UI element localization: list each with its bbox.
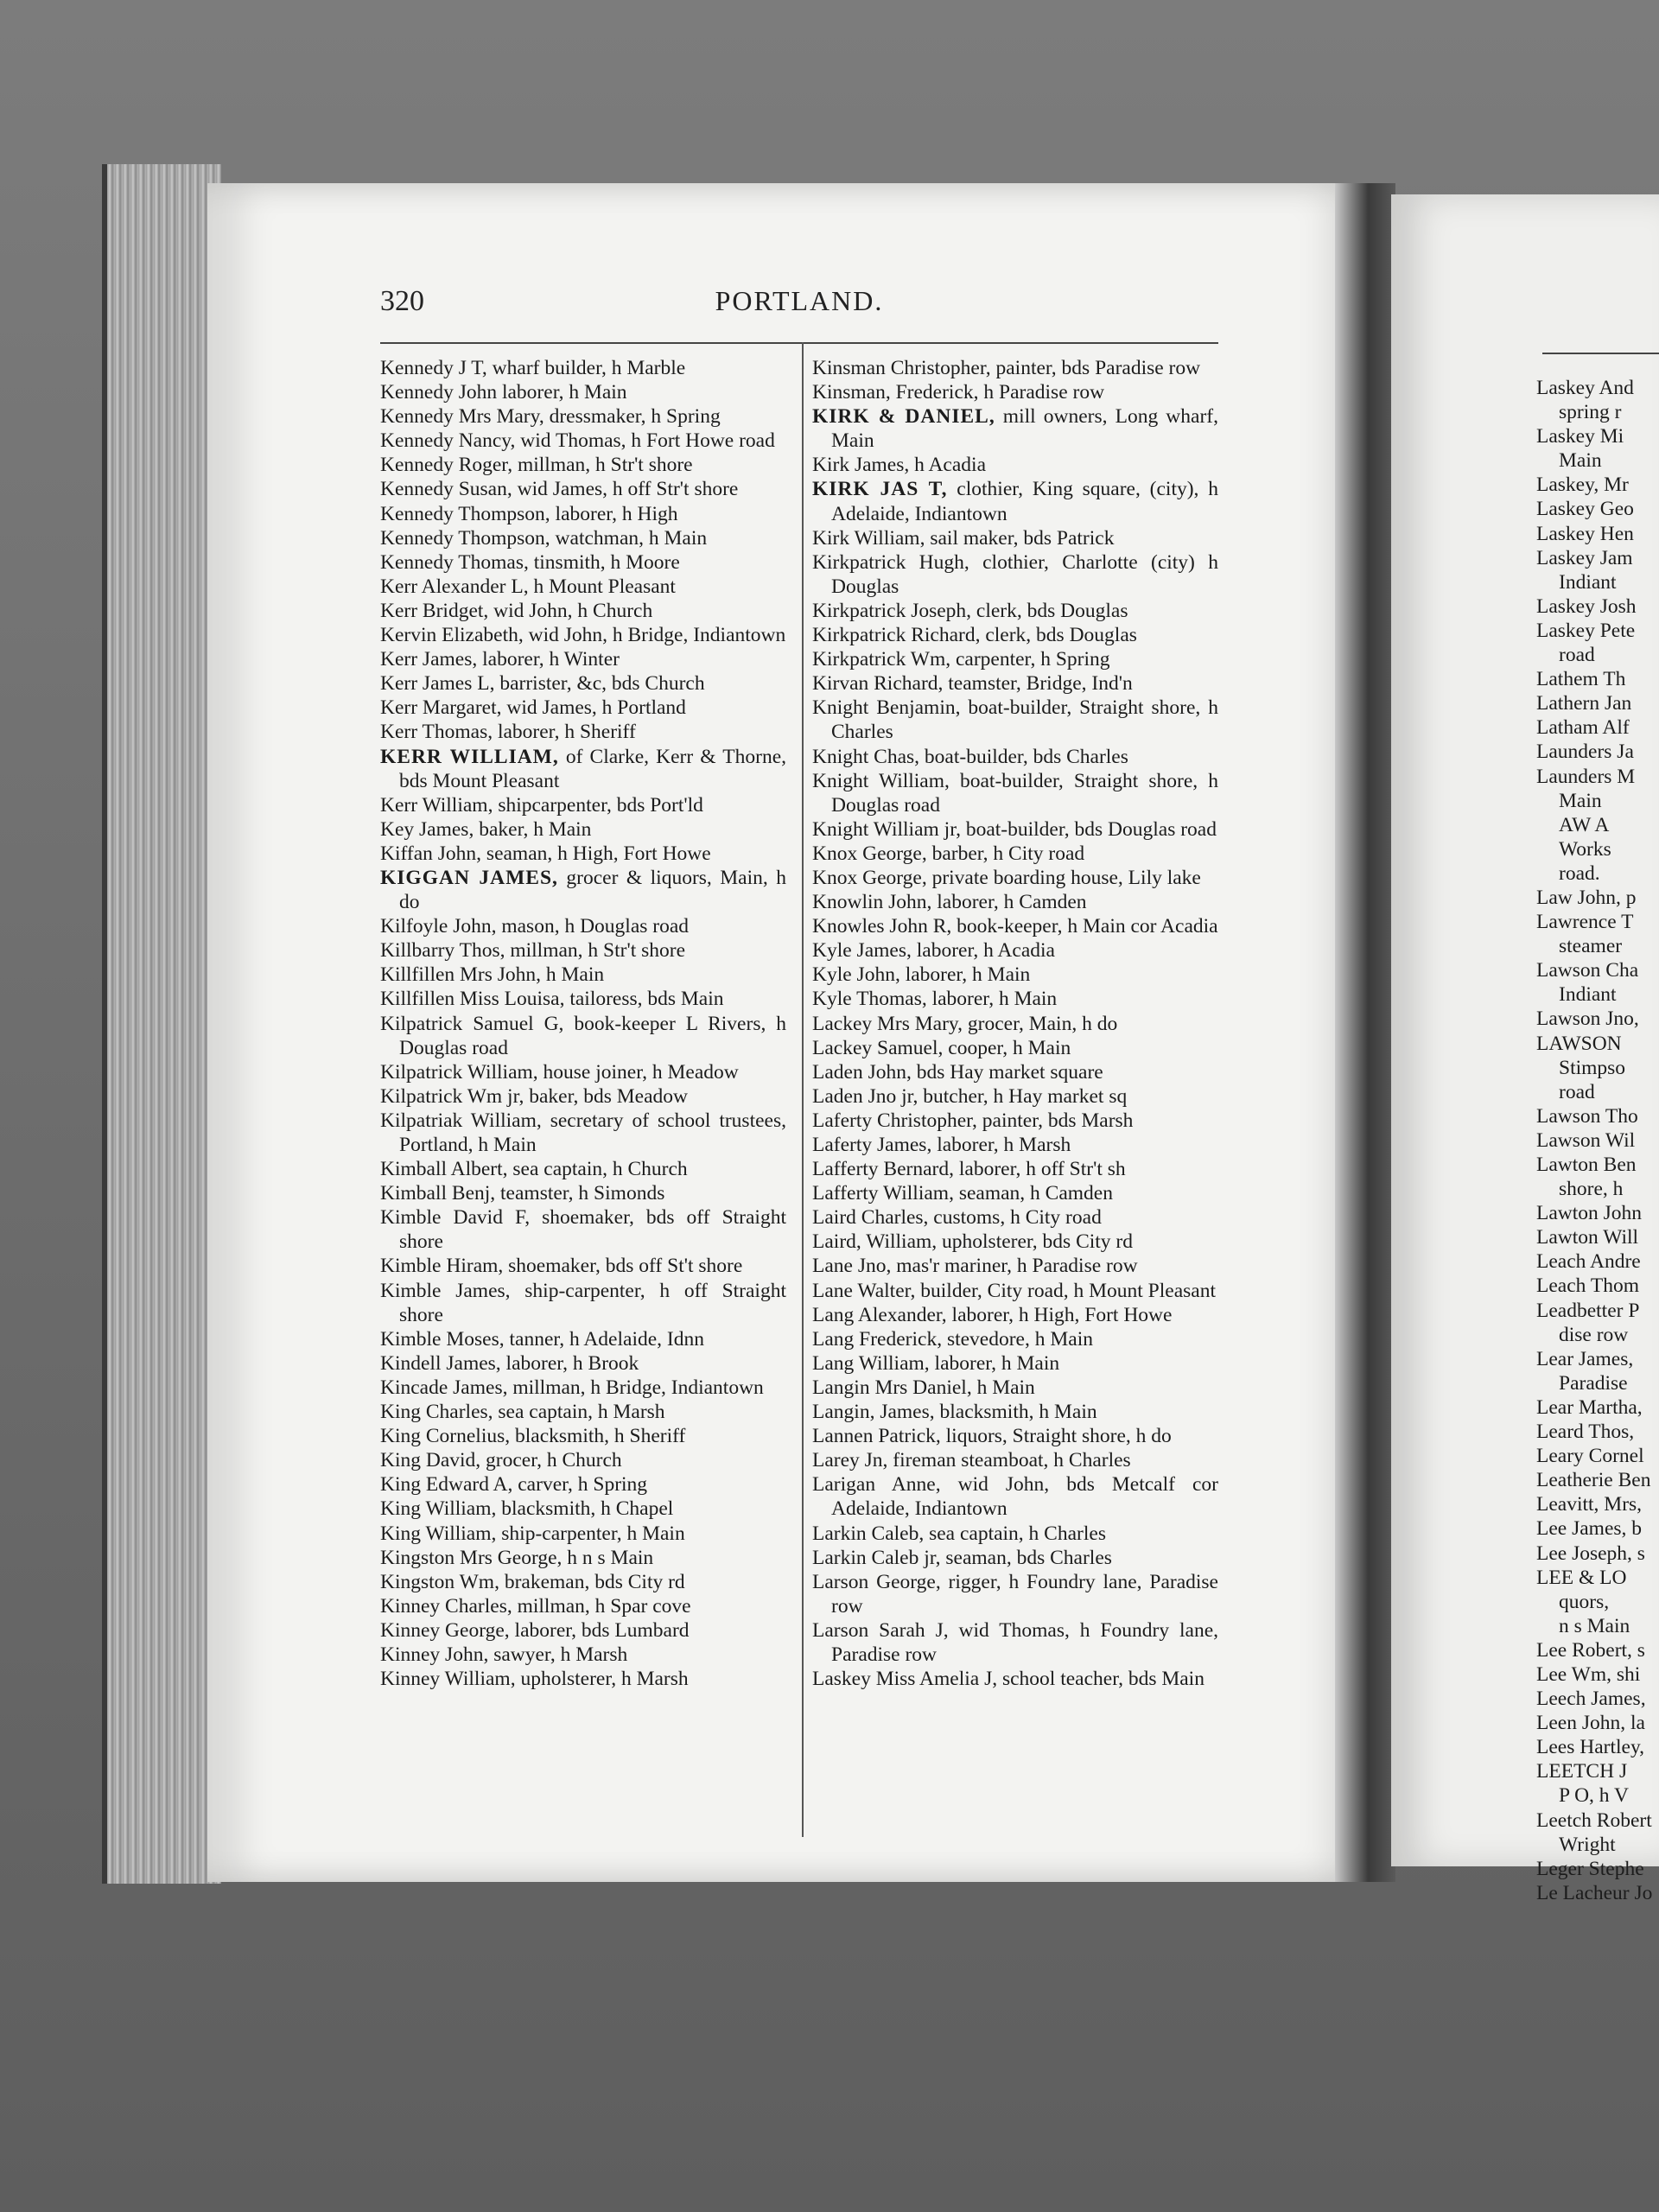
- directory-entry: [380, 623, 786, 647]
- entry-text: Knight William, boat-builder, Straight shore, h Douglas road: [812, 769, 1218, 817]
- directory-entry: [812, 599, 1218, 623]
- right-page-fragment: Leetch Robert: [1536, 1808, 1652, 1832]
- entry-text: Kennedy Thompson, laborer, h High: [380, 502, 678, 525]
- directory-entry: [812, 817, 1218, 842]
- directory-entry: [380, 1546, 786, 1570]
- right-page-fragment: Leen John, la: [1536, 1712, 1645, 1735]
- directory-entry: [380, 987, 786, 1011]
- entry-text: Knowlin John, laborer, h Camden: [812, 891, 1087, 914]
- right-page-fragment: Lathem Th: [1536, 668, 1626, 691]
- entry-text: King Edward A, carver, h Spring: [380, 1473, 648, 1497]
- directory-entry: [380, 1400, 786, 1424]
- entry-text: Kyle James, laborer, h Acadia: [812, 939, 1055, 963]
- entry-text: Knight Chas, boat-builder, bds Charles: [812, 745, 1128, 768]
- entry-text: Kilpatrick William, house joiner, h Meadow: [380, 1060, 739, 1084]
- right-page-fragment: road: [1559, 1080, 1595, 1103]
- entry-text: Kennedy J T, wharf builder, h Marble: [380, 357, 686, 379]
- directory-entry: [812, 1084, 1218, 1109]
- entry-text: Knowles John R, book-keeper, h Main cor Acadia: [812, 915, 1218, 938]
- entry-text: Kimble Hiram, shoemaker, bds off St't shore: [380, 1255, 743, 1278]
- entry-text: King Charles, sea captain, h Marsh: [380, 1401, 665, 1424]
- entry-text: Kennedy Thomas, tinsmith, h Moore: [380, 550, 680, 574]
- right-page-fragment: Lawton John: [1536, 1202, 1643, 1225]
- directory-entry: [380, 1157, 786, 1181]
- directory-entry: [812, 623, 1218, 647]
- directory-entry: [380, 1279, 786, 1327]
- directory-entry: [812, 1254, 1218, 1278]
- directory-entry: [380, 453, 786, 477]
- right-page-fragment: Lee Wm, shi: [1536, 1662, 1641, 1686]
- right-page-fragment: AW A: [1559, 813, 1610, 836]
- right-page-fragment: Leach Andre: [1536, 1250, 1641, 1274]
- entry-text: King David, grocer, h Church: [380, 1449, 622, 1472]
- right-page-fragment: P O, h V: [1559, 1784, 1629, 1808]
- entry-text: Larson Sarah J, wid Thomas, h Foundry lane, Paradise row: [812, 1618, 1218, 1666]
- directory-entry: [380, 599, 786, 623]
- entry-text: Laird Charles, customs, h City road: [812, 1206, 1102, 1230]
- directory-entry: [812, 1060, 1218, 1084]
- right-page-fragment: Indiant: [1559, 570, 1617, 594]
- directory-entry: [812, 963, 1218, 987]
- directory-entry: [380, 380, 786, 404]
- right-page-fragment: Lees Hartley,: [1536, 1736, 1645, 1759]
- directory-entry: [812, 1424, 1218, 1448]
- directory-entry: [380, 1667, 786, 1691]
- entry-text: Kinney George, laborer, bds Lumbard: [380, 1618, 690, 1642]
- right-page-fragment: Lawson Tho: [1536, 1104, 1638, 1128]
- directory-entry: [380, 1012, 786, 1060]
- right-page-fragment: road.: [1559, 861, 1600, 885]
- directory-entry: [812, 1205, 1218, 1230]
- right-page-fragment: Leach Thom: [1536, 1274, 1639, 1298]
- entry-text: Laden John, bds Hay market square: [812, 1060, 1103, 1084]
- entry-text: Laferty James, laborer, h Marsh: [812, 1134, 1071, 1156]
- entry-text: mill owners, Long wharf, Main: [831, 405, 1218, 453]
- entry-text: Kinsman, Frederick, h Paradise row: [812, 381, 1105, 404]
- entry-text: Laskey Miss Amelia J, school teacher, bds Main: [812, 1668, 1205, 1691]
- directory-entry: [380, 647, 786, 671]
- right-page-fragment: spring r: [1559, 401, 1622, 424]
- directory-entry: [812, 866, 1218, 890]
- directory-entry: [812, 1522, 1218, 1546]
- right-page-fragment: quors,: [1559, 1590, 1610, 1613]
- entry-text: Laferty Christopher, painter, bds Marsh: [812, 1109, 1134, 1132]
- directory-entry: [380, 696, 786, 720]
- directory-entry: [380, 1327, 786, 1351]
- entry-text: Larkin Caleb jr, seaman, bds Charles: [812, 1546, 1112, 1569]
- entry-text: Knox George, private boarding house, Lily lake: [812, 866, 1201, 889]
- right-page-fragment: Lawson Jno,: [1536, 1007, 1639, 1031]
- entry-text: Kilpatrick Samuel G, book-keeper L Rivers, h Douglas road: [380, 1012, 786, 1059]
- directory-entry: [380, 938, 786, 963]
- directory-entry: [812, 647, 1218, 671]
- directory-entry: [812, 890, 1218, 914]
- entry-text: Lang Alexander, laborer, h High, Fort Howe: [812, 1303, 1173, 1326]
- right-page-fragment: Paradise: [1559, 1371, 1628, 1395]
- entry-text: Larigan Anne, wid John, bds Metcalf cor Adelaide, Indiantown: [812, 1473, 1218, 1521]
- directory-entry: [812, 1667, 1218, 1691]
- entry-text: Kerr James L, barrister, &c, bds Church: [380, 672, 705, 696]
- directory-entry: [812, 914, 1218, 938]
- entry-text: Laird, William, upholsterer, bds City rd: [812, 1230, 1134, 1254]
- directory-entry: [380, 1060, 786, 1084]
- directory-entry: [812, 1109, 1218, 1133]
- right-page-fragment: steamer: [1559, 935, 1623, 958]
- entry-bold-name: KERR WILLIAM,: [380, 745, 559, 768]
- entry-text: Kerr Alexander L, h Mount Pleasant: [380, 575, 676, 598]
- right-page-column: [1536, 376, 1659, 1905]
- right-page-fragment: LEE & LO: [1536, 1566, 1627, 1589]
- directory-entry: [812, 1351, 1218, 1376]
- entry-text: Kinney Charles, millman, h Spar cove: [380, 1594, 691, 1618]
- directory-entry: [380, 1424, 786, 1448]
- right-page-fragment: n s Main: [1559, 1614, 1630, 1637]
- right-page-fragment: Laskey And: [1536, 377, 1634, 399]
- directory-entry: [380, 817, 786, 842]
- entry-text: Larey Jn, fireman steamboat, h Charles: [812, 1449, 1131, 1472]
- directory-entry: [380, 1109, 786, 1157]
- directory-entry: [812, 1181, 1218, 1205]
- entry-text: Kyle Thomas, laborer, h Main: [812, 988, 1058, 1011]
- right-page-fragment: Indiant: [1559, 983, 1617, 1007]
- right-page-fragment: shore, h: [1559, 1178, 1624, 1201]
- entry-text: Kinney John, sawyer, h Marsh: [380, 1643, 628, 1666]
- directory-entry: [380, 477, 786, 501]
- entry-bold-name: KIGGAN JAMES,: [380, 866, 558, 889]
- entry-text: Kimble James, ship-carpenter, h off Straight shore: [380, 1279, 786, 1326]
- right-page-fragment: Lawson Wil: [1536, 1128, 1636, 1152]
- directory-entry: [380, 404, 786, 429]
- directory-column-left: [380, 356, 786, 1691]
- right-page-fragment: Laskey Geo: [1536, 498, 1634, 521]
- entry-text: Lane Walter, builder, City road, h Mount Pleasant: [812, 1279, 1216, 1302]
- directory-entry: [812, 1618, 1218, 1667]
- right-page-fragment: Leech James,: [1536, 1688, 1646, 1711]
- entry-text: Kimble David F, shoemaker, bds off Straight shore: [380, 1206, 786, 1254]
- directory-entry: [812, 1303, 1218, 1327]
- entry-text: Kilpatrick Wm jr, baker, bds Meadow: [380, 1084, 688, 1108]
- page-number: 320: [380, 285, 424, 317]
- directory-entry: [812, 1376, 1218, 1400]
- entry-text: of Clarke, Kerr & Thorne, bds Mount Pleasant: [399, 745, 787, 792]
- entry-text: clothier, King square, (city), h Adelaide, Indiantown: [831, 478, 1218, 525]
- entry-text: Kirk James, h Acadia: [812, 454, 987, 477]
- entry-text: Lafferty Bernard, laborer, h off Str't sh: [812, 1158, 1126, 1181]
- right-page-fragment: Laskey Jam: [1536, 546, 1633, 569]
- right-page-fragment: Lear Martha,: [1536, 1395, 1643, 1419]
- entry-text: Kinsman Christopher, painter, bds Paradise row: [812, 357, 1201, 379]
- right-page-fragment: Launders Ja: [1536, 741, 1634, 764]
- entry-text: Lang William, laborer, h Main: [812, 1351, 1060, 1375]
- right-page-fragment: road: [1559, 644, 1595, 667]
- directory-entry: [812, 769, 1218, 817]
- directory-entry: [812, 1327, 1218, 1351]
- directory-entry: [812, 404, 1218, 453]
- right-page-fragment: Laskey Hen: [1536, 522, 1634, 545]
- directory-entry: [812, 1400, 1218, 1424]
- directory-entry: [380, 1472, 786, 1497]
- book-gutter: [1335, 183, 1395, 1882]
- directory-entry: [380, 1351, 786, 1376]
- right-page-fragment: LEETCH J: [1536, 1760, 1628, 1783]
- entry-text: Killfillen Miss Louisa, tailoress, bds Main: [380, 988, 724, 1011]
- book-page-edges: [102, 164, 221, 1884]
- directory-entry: [380, 866, 786, 914]
- right-page-fragment: Works: [1559, 837, 1611, 861]
- directory-entry: [380, 575, 786, 599]
- entry-text: Kerr Thomas, laborer, h Sheriff: [380, 721, 636, 744]
- entry-text: Kilfoyle John, mason, h Douglas road: [380, 915, 690, 938]
- right-page-fragment: Stimpso: [1559, 1056, 1626, 1079]
- directory-entry: [812, 987, 1218, 1011]
- entry-text: Kimball Albert, sea captain, h Church: [380, 1158, 688, 1181]
- directory-column-right: [812, 356, 1218, 1691]
- entry-text: Kingston Wm, brakeman, bds City rd: [380, 1570, 685, 1593]
- directory-entry: [812, 1570, 1218, 1618]
- entry-text: Laden Jno jr, butcher, h Hay market sq: [812, 1084, 1128, 1108]
- right-page-fragment: Main: [1559, 789, 1602, 812]
- directory-entry: [380, 526, 786, 550]
- directory-entry: [380, 963, 786, 987]
- entry-bold-name: KIRK & DANIEL,: [812, 405, 995, 429]
- right-page-fragment: Lawton Will: [1536, 1226, 1639, 1249]
- directory-entry: [812, 1157, 1218, 1181]
- page-title: PORTLAND.: [715, 285, 884, 316]
- directory-entry: [812, 745, 1218, 769]
- entry-text: Kervin Elizabeth, wid John, h Bridge, Indiantown: [380, 624, 786, 647]
- entry-text: Kennedy Susan, wid James, h off Str't shore: [380, 478, 739, 501]
- entry-text: Kindell James, laborer, h Brook: [380, 1351, 639, 1375]
- entry-text: Lackey Mrs Mary, grocer, Main, h do: [812, 1012, 1118, 1035]
- entry-text: grocer & liquors, Main, h do: [399, 866, 786, 914]
- directory-entry: [812, 380, 1218, 404]
- directory-entry: [380, 745, 786, 793]
- right-page-fragment: Laskey, Mr: [1536, 474, 1629, 497]
- entry-text: Key James, baker, h Main: [380, 817, 592, 841]
- directory-entry: [812, 1012, 1218, 1036]
- right-page-fragment: Lee Joseph, s: [1536, 1541, 1645, 1565]
- entry-text: Lannen Patrick, liquors, Straight shore, h do: [812, 1425, 1172, 1448]
- directory-entry: [812, 1230, 1218, 1254]
- directory-entry: [812, 696, 1218, 744]
- right-page-header-rule: [1542, 353, 1659, 354]
- entry-text: Langin Mrs Daniel, h Main: [812, 1376, 1035, 1399]
- right-page-fragment: Leavitt, Mrs,: [1536, 1493, 1643, 1516]
- entry-text: Lafferty William, seaman, h Camden: [812, 1182, 1113, 1205]
- entry-text: Kennedy John laborer, h Main: [380, 381, 627, 404]
- right-page-fragment: Lear James,: [1536, 1347, 1634, 1370]
- directory-entry: [812, 1448, 1218, 1472]
- directory-entry: [380, 1497, 786, 1521]
- entry-text: Kirkpatrick Joseph, clerk, bds Douglas: [812, 599, 1128, 622]
- right-page-fragment: Latham Alf: [1536, 716, 1630, 740]
- directory-entry: [380, 914, 786, 938]
- directory-entry: [812, 1036, 1218, 1060]
- entry-text: Lang Frederick, stevedore, h Main: [812, 1327, 1093, 1351]
- entry-text: Kennedy Mrs Mary, dressmaker, h Spring: [380, 405, 721, 429]
- right-page-fragment: Leary Cornel: [1536, 1445, 1644, 1468]
- entry-text: Kennedy Nancy, wid Thomas, h Fort Howe road: [380, 429, 775, 453]
- entry-text: Kennedy Thompson, watchman, h Main: [380, 526, 708, 550]
- directory-entry: [812, 550, 1218, 599]
- directory-entry: [380, 1181, 786, 1205]
- right-page-fragment: Le Lacheur Jo: [1536, 1881, 1653, 1904]
- directory-entry: [380, 429, 786, 453]
- right-page-fragment: Lee James, b: [1536, 1517, 1643, 1541]
- right-page-fragment: Leadbetter P: [1536, 1299, 1640, 1322]
- right-page-fragment: Lawton Ben: [1536, 1154, 1637, 1176]
- directory-entry: [812, 356, 1218, 380]
- entry-text: Kirk William, sail maker, bds Patrick: [812, 526, 1115, 550]
- directory-entry: [380, 720, 786, 744]
- directory-entry: [380, 1643, 786, 1667]
- right-page-fragment: Leard Thos,: [1536, 1421, 1635, 1444]
- directory-entry: [812, 938, 1218, 963]
- right-page-fragment: Leger Stephe: [1536, 1857, 1644, 1880]
- entry-text: Kirvan Richard, teamster, Bridge, Ind'n: [812, 672, 1133, 696]
- directory-entry: [380, 502, 786, 526]
- directory-entry: [380, 1205, 786, 1254]
- right-page-fragment: Lawrence T: [1536, 911, 1634, 934]
- directory-entry: [380, 671, 786, 696]
- directory-entry: [380, 1618, 786, 1643]
- directory-entry: [812, 453, 1218, 477]
- entry-text: Lane Jno, mas'r mariner, h Paradise row: [812, 1255, 1138, 1278]
- right-page-fragment: Wright: [1559, 1833, 1616, 1856]
- entry-text: Kimball Benj, teamster, h Simonds: [380, 1182, 665, 1205]
- entry-text: Knox George, barber, h City road: [812, 842, 1085, 865]
- entry-text: Kilpatriak William, secretary of school trustees, Portland, h Main: [380, 1109, 786, 1156]
- entry-text: Kimble Moses, tanner, h Adelaide, Idnn: [380, 1327, 704, 1351]
- directory-entry: [380, 842, 786, 866]
- directory-entry: [812, 1472, 1218, 1521]
- page-header: [380, 285, 1218, 328]
- entry-text: Kennedy Roger, millman, h Str't shore: [380, 454, 693, 477]
- right-page-fragment: Lee Robert, s: [1536, 1638, 1645, 1662]
- directory-entry: [812, 671, 1218, 696]
- entry-text: Kiffan John, seaman, h High, Fort Howe: [380, 842, 711, 865]
- entry-text: Kingston Mrs George, h n s Main: [380, 1546, 654, 1569]
- header-rule: [380, 342, 1218, 344]
- entry-text: Kinney William, upholsterer, h Marsh: [380, 1668, 689, 1691]
- entry-text: Kirkpatrick Wm, carpenter, h Spring: [812, 648, 1110, 671]
- directory-entry: [812, 1279, 1218, 1303]
- right-page-fragment: Leatherie Ben: [1536, 1469, 1651, 1492]
- directory-entry: [812, 526, 1218, 550]
- directory-entry: [380, 793, 786, 817]
- entry-text: Killbarry Thos, millman, h Str't shore: [380, 939, 686, 963]
- column-divider: [802, 342, 804, 1837]
- entry-text: Knight William jr, boat-builder, bds Douglas road: [812, 817, 1217, 841]
- right-page-fragment: Lawson Cha: [1536, 959, 1639, 982]
- entry-text: Kyle John, laborer, h Main: [812, 963, 1031, 987]
- entry-text: King Cornelius, blacksmith, h Sheriff: [380, 1425, 686, 1448]
- directory-entry: [812, 477, 1218, 525]
- directory-entry: [380, 1570, 786, 1594]
- directory-entry: [812, 1133, 1218, 1157]
- directory-entry: [380, 1522, 786, 1546]
- entry-text: King William, blacksmith, h Chapel: [380, 1497, 674, 1521]
- entry-text: Larson George, rigger, h Foundry lane, Paradise row: [812, 1570, 1218, 1618]
- entry-text: Kerr William, shipcarpenter, bds Port'ld: [380, 793, 703, 817]
- entry-bold-name: KIRK JAS T,: [812, 478, 948, 501]
- entry-text: Kerr James, laborer, h Winter: [380, 648, 620, 671]
- entry-text: Larkin Caleb, sea captain, h Charles: [812, 1522, 1106, 1545]
- directory-entry: [380, 550, 786, 575]
- entry-text: Knight Benjamin, boat-builder, Straight shore, h Charles: [812, 696, 1218, 744]
- entry-text: Kincade James, millman, h Bridge, Indiantown: [380, 1376, 764, 1399]
- entry-text: Kirkpatrick Richard, clerk, bds Douglas: [812, 624, 1137, 647]
- entry-text: Killfillen Mrs John, h Main: [380, 963, 605, 987]
- right-page-fragment: Laskey Josh: [1536, 594, 1637, 618]
- directory-entry: [380, 356, 786, 380]
- entry-text: Kerr Margaret, wid James, h Portland: [380, 696, 686, 720]
- right-page-fragment: Main: [1559, 449, 1602, 473]
- directory-entry: [380, 1254, 786, 1278]
- directory-entry: [812, 1546, 1218, 1570]
- directory-entry: [380, 1448, 786, 1472]
- entry-text: Langin, James, blacksmith, h Main: [812, 1401, 1097, 1424]
- entry-text: Kirkpatrick Hugh, clothier, Charlotte (city) h Douglas: [812, 550, 1218, 598]
- right-page-fragment: Laskey Mi: [1536, 425, 1624, 448]
- entry-text: Lackey Samuel, cooper, h Main: [812, 1036, 1071, 1059]
- entry-text: Kerr Bridget, wid John, h Church: [380, 599, 653, 622]
- directory-entry: [380, 1376, 786, 1400]
- right-page-fragment: Lathern Jan: [1536, 692, 1632, 715]
- right-page-fragment: Laskey Pete: [1536, 619, 1636, 642]
- right-page-fragment: Law John, p: [1536, 886, 1637, 909]
- entry-text: King William, ship-carpenter, h Main: [380, 1522, 685, 1545]
- directory-entry: [380, 1594, 786, 1618]
- directory-entry: [812, 842, 1218, 866]
- directory-entry: [380, 1084, 786, 1109]
- right-page-fragment: LAWSON: [1536, 1032, 1622, 1055]
- right-page-fragment: Launders M: [1536, 765, 1636, 788]
- right-page-fragment: dise row: [1559, 1323, 1629, 1346]
